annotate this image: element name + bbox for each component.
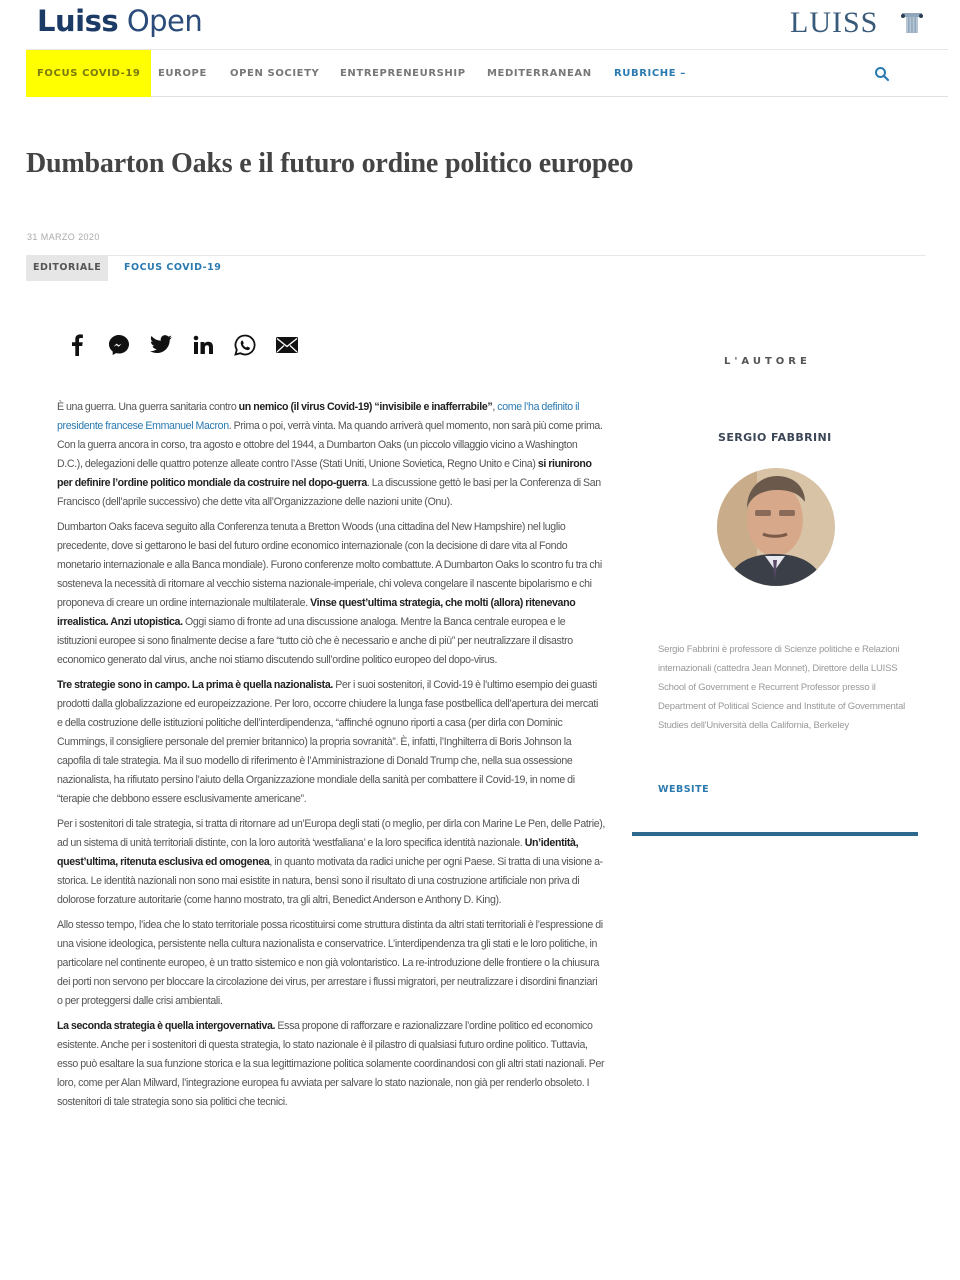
nav-item-entrepreneurship[interactable]: ENTREPRENEURSHIP	[340, 68, 466, 79]
luiss-brand-logo[interactable]: LUISS	[790, 6, 879, 39]
bold-text: si riunirono per definire l’ordine politico mondiale da costruire nel dopo-guerra	[57, 458, 592, 489]
article-body	[57, 398, 605, 1118]
text: Per i suoi sostenitori, il Covid-19 è l’ultimo esempio dei guasti prodotti dalla globalizzazione ed europeizzazione. Per loro, occorre chiudere la lunga fase postbellica dell’apertura dei mercati e della costruzione delle istituzioni politiche dell’interdipendenza, “affinché ognuno riporti a casa (per dirla con Dominic Cummings, il consigliere personale del premier britannico) la propria sovranità”. È, infatti, l’Inghilterra di Boris Johnson la capofila di tale strategia. Ma il suo modello di riferimento è l’Amministrazione di Donald Trump che, nella sua ossessione nazionalista, ha rifiutato persino l’aiuto della Organizzazione mondiale della sanità per combattere il Covid-19, in nome di “terapie che debbono essere esclusivamente americane”.	[57, 679, 599, 805]
author-website-link[interactable]: WEBSITE	[658, 784, 710, 795]
email-icon[interactable]	[274, 332, 300, 358]
text: . Prima o poi, verrà vinta. Ma quando arriverà quel momento, non sarà più come prima. Con la guerra ancora in corso, tra agosto e ottobre del 1944, a Dumbarton Oaks (un piccolo villaggio vicino a Washington D.C.), delegazioni delle quattro potenze alleate contro l’Asse (Stati Uniti, Unione Sovietica, Regno Unito e Cina)	[57, 420, 603, 470]
top-bar	[0, 0, 960, 48]
nav-item-europe[interactable]: EUROPE	[158, 68, 207, 79]
article-paragraph	[57, 676, 605, 809]
text: È una guerra. Una guerra sanitaria contro	[57, 401, 239, 413]
article-paragraph	[57, 916, 605, 1011]
bold-text: Un’identità, quest’ultima, ritenuta esclusiva ed omogenea	[57, 837, 579, 868]
linkedin-icon[interactable]	[190, 332, 216, 358]
text: ,	[492, 401, 498, 413]
author-avatar[interactable]	[717, 468, 835, 586]
column-logo-icon[interactable]	[900, 12, 924, 34]
author-name[interactable]: SERGIO FABBRINI	[718, 431, 832, 444]
whatsapp-icon[interactable]	[232, 332, 258, 358]
bold-text: Tre strategie sono in campo. La prima è quella nazionalista.	[57, 679, 333, 691]
article-paragraph	[57, 815, 605, 910]
sidebar-divider-bar	[632, 832, 918, 836]
nav-item-open-society[interactable]: OPEN SOCIETY	[230, 68, 320, 79]
logo-bold-text: Luiss	[37, 4, 119, 38]
facebook-icon[interactable]	[64, 332, 90, 358]
article-paragraph	[57, 398, 605, 512]
tag-editoriale[interactable]: EDITORIALE	[26, 255, 108, 281]
nav-item-focus-covid[interactable]: FOCUS COVID-19	[26, 50, 151, 97]
article-paragraph	[57, 518, 605, 670]
macron-link[interactable]: come l’ha definito il presidente francese Emmanuel Macron	[57, 401, 580, 432]
author-bio: Sergio Fabbrini è professore di Scienze politiche e Relazioni internazionali (cattedra Jean Monnet), Direttore della LUISS School of Government e Recurrent Professor presso il Department of Political Science and Institute of Governmental Studies dell'Università della California, Berkeley	[658, 644, 906, 731]
text: Essa propone di rafforzare e razionalizzare l’ordine politico ed economico esistente. Anche per i sostenitori di questa strategia, lo stato nazionale è il pilastro di qualsiasi futuro ordine politico. Tuttavia, esso può esaltare la sua funzione storica e la sua legittimazione politica solamente coordinandosi con gli altri stati nazionali. Per loro, come per Alan Milward, l’integrazione europea fu avviata per salvare lo stato nazionale, non già per renderlo obsoleto. I sostenitori di tale strategia sono sia politici che tecnici.	[57, 1020, 605, 1108]
text: Per i sostenitori di tale strategia, si tratta di ritornare ad un’Europa degli stati (o meglio, per dirla con Marine Le Pen, delle Patrie), ad un sistema di unità territoriali distinte, con la loro autorità ‘westfaliana’ e la loro specifica identità nazionale.	[57, 818, 606, 849]
search-icon[interactable]	[874, 66, 890, 82]
author-section-label: L'AUTORE	[724, 356, 811, 367]
bold-text: La seconda strategia è quella intergovernativa.	[57, 1020, 276, 1032]
bold-text: un nemico (il virus Covid-19) “invisibile e inafferrabile”	[238, 401, 493, 413]
bold-text: Vinse quest’ultima strategia, che molti (allora) ritenevano irrealistica. Anzi utopistica.	[57, 597, 576, 628]
text: , in quanto motivata da radici uniche per ogni Paese. Si tratta di una visione a-storica. Le identità nazionali non sono mai esistite in natura, bensì sono il risultato di una costruzione artificiale non priva di dolorose forzature autoritarie (come hanno mostrato, tra gli altri, Benedict Anderson e Anthony D. King).	[57, 856, 603, 906]
text: Dumbarton Oaks faceva seguito alla Conferenza tenuta a Bretton Woods (una cittadina del New Hampshire) nel luglio precedente, dove si gettarono le basi del futuro ordine economico internazionale (con la decisione di dare vita al Fondo monetario internazionale e alla Banca mondiale). Furono conferenze molto combattute. A Dumbarton Oaks lo scontro fu tra chi sosteneva la necessità di ritornare al vecchio sistema nazionale-imperiale, chi voleva congelare il nascente bipolarismo e chi proponeva di creare un ordine internazionale multilaterale.	[57, 521, 602, 609]
text: . La discussione gettò le basi per la Conferenza di San Francisco (dell’aprile successivo) che dette vita all’Organizzazione delle nazioni unite (Onu).	[57, 477, 601, 508]
text: Oggi siamo di fronte ad una discussione analoga. Mentre la Banca centrale europea e le istituzioni europee si sono finalmente decise a fare “tutto ciò che è necessario e anche di più” per neutralizzare il disastro economico generato dal virus, anche noi stiamo discutendo sull’ordine politico europeo del dopo-virus.	[57, 616, 573, 666]
article-title: Dumbarton Oaks e il futuro ordine politico europeo	[26, 148, 634, 179]
article-date: 31 MARZO 2020	[27, 232, 100, 242]
tag-focus-covid[interactable]: FOCUS COVID-19	[124, 262, 222, 273]
logo-light-text: Open	[126, 4, 203, 38]
share-bar	[64, 332, 300, 358]
text: Allo stesso tempo, l’idea che lo stato territoriale possa ricostituirsi come struttura distinta da altri stati territoriali è l’espressione di una visione ideologica, persistente nella cultura nazionalista e conservatrice. L’interdipendenza tra gli stati e le loro politiche, in particolare nel continente europeo, è un tratto sistemico e non già volontaristico. La re-introduzione delle frontiere o la chiusura dei porti non servono per bloccare la circolazione dei virus, per arrestare i flussi migratori, per neutralizzare i disordini finanziari o per proteggersi dalle crisi ambientali.	[57, 919, 603, 1007]
twitter-icon[interactable]	[148, 332, 174, 358]
nav-item-rubriche-dropdown[interactable]: RUBRICHE –	[614, 68, 686, 79]
luiss-open-logo[interactable]	[37, 4, 202, 38]
nav-item-mediterranean[interactable]: MEDITERRANEAN	[487, 68, 592, 79]
messenger-icon[interactable]	[106, 332, 132, 358]
main-nav	[26, 49, 948, 97]
article-paragraph	[57, 1017, 605, 1112]
